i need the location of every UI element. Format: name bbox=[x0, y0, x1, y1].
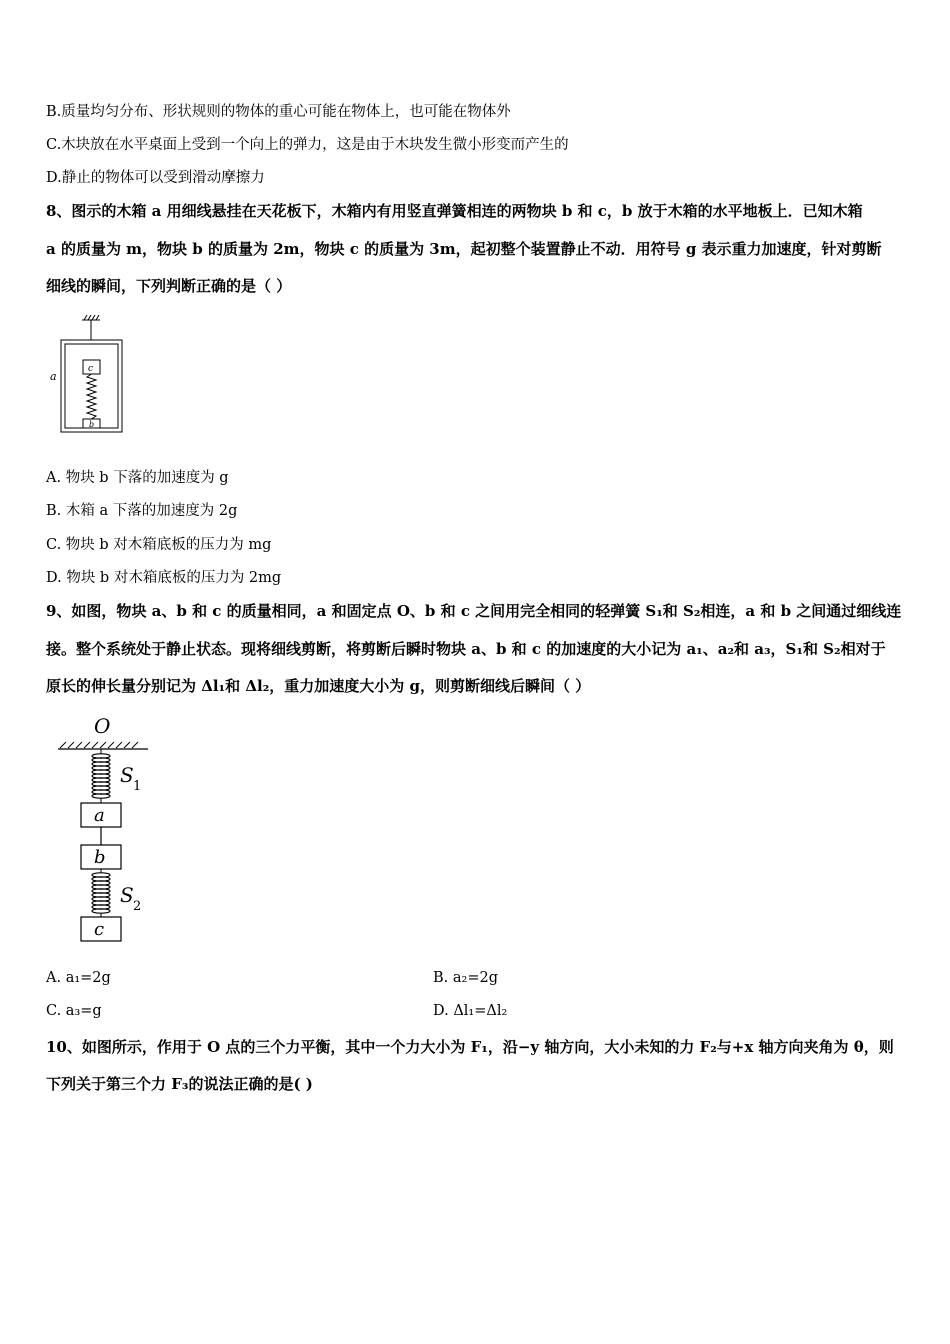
q10-stem-line1: 10、如图所示，作用于 O 点的三个力平衡，其中一个力大小为 F₁，沿−y 轴方向，大小未知的力 F₂与+x 轴方向夹角为 θ，则 bbox=[46, 1038, 894, 1056]
q8-figure bbox=[46, 312, 136, 438]
q9-option-a: A. a₁=2g bbox=[46, 970, 111, 986]
q8-stem-line3: 细线的瞬间，下列判断正确的是（ ） bbox=[46, 277, 292, 295]
q9-fig-label-s1: S bbox=[120, 763, 134, 787]
q8-option-d: D. 物块 b 对木箱底板的压力为 2mg bbox=[46, 570, 282, 586]
q8-option-c: C. 物块 b 对木箱底板的压力为 mg bbox=[46, 537, 272, 553]
q8-fig-label-b: b bbox=[89, 420, 95, 429]
q8-fig-label-c: c bbox=[88, 364, 94, 374]
q9-fig-label-o: O bbox=[94, 714, 111, 738]
q9-fig-label-b: b bbox=[94, 847, 106, 868]
q9-fig-label-s2: S bbox=[120, 883, 134, 907]
q9-option-c: C. a₃=g bbox=[46, 1003, 102, 1019]
q8-stem-line1: 8、图示的木箱 a 用细线悬挂在天花板下，木箱内有用竖直弹簧相连的两物块 b 和 c，b 放于木箱的水平地板上．已知木箱 bbox=[46, 202, 863, 220]
q8-option-b: B. 木箱 a 下落的加速度为 2g bbox=[46, 503, 238, 519]
q9-stem-line3: 原长的伸长量分别记为 Δl₁和 Δl₂，重力加速度大小为 g，则剪断细线后瞬间（ ） bbox=[46, 677, 591, 695]
q9-option-b: B. a₂=2g bbox=[433, 970, 498, 986]
q9-fig-label-s1-sub: 1 bbox=[133, 779, 142, 794]
q9-fig-label-a: a bbox=[94, 805, 105, 826]
q9-stem-line2: 接。整个系统处于静止状态。现将细线剪断，将剪断后瞬时物块 a、b 和 c 的加速度的大小记为 a₁、a₂和 a₃，S₁和 S₂相对于 bbox=[46, 640, 886, 658]
q9-option-d: D. Δl₁=Δl₂ bbox=[433, 1003, 508, 1019]
q7-option-d: D.静止的物体可以受到滑动摩擦力 bbox=[46, 170, 265, 186]
q10-stem-line2: 下列关于第三个力 F₃的说法正确的是( ) bbox=[46, 1075, 313, 1093]
q9-figure bbox=[50, 712, 170, 947]
q8-fig-label-a: a bbox=[50, 370, 57, 383]
q8-option-a: A. 物块 b 下落的加速度为 g bbox=[46, 470, 229, 486]
q9-fig-label-s2-sub: 2 bbox=[133, 899, 142, 914]
q8-stem-line2: a 的质量为 m，物块 b 的质量为 2m，物块 c 的质量为 3m，起初整个装置静止不动．用符号 g 表示重力加速度，针对剪断 bbox=[46, 240, 882, 258]
q7-option-b: B.质量均匀分布、形状规则的物体的重心可能在物体上，也可能在物体外 bbox=[46, 104, 511, 120]
q7-option-c: C.木块放在水平桌面上受到一个向上的弹力，这是由于木块发生微小形变而产生的 bbox=[46, 137, 569, 153]
q9-fig-label-c: c bbox=[94, 919, 105, 940]
q9-stem-line1: 9、如图，物块 a、b 和 c 的质量相同，a 和固定点 O、b 和 c 之间用完全相同的轻弹簧 S₁和 S₂相连，a 和 b 之间通过细线连 bbox=[46, 602, 902, 620]
